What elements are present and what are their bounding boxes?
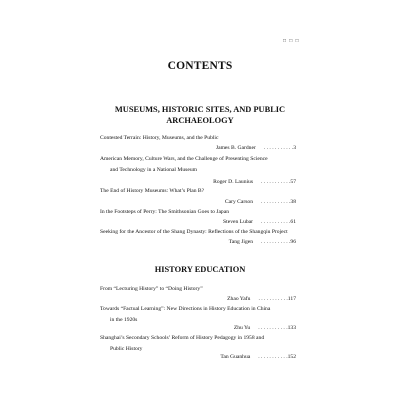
toc-entry-title-line: Shanghai’s Secondary Schools’ Reform of History Pedagogy in 1958 and [100,335,265,341]
toc-entry-page: . . . . . . . . . . .57 [261,179,296,185]
toc-entry-page: . . . . . . . . . . .96 [261,239,296,245]
toc-entry-page: . . . . . . . . . . .117 [258,296,296,302]
section-heading [0,264,400,275]
section-heading-line: HISTORY EDUCATION [154,265,246,274]
running-header: □ □ □ [283,39,300,44]
toc-entry-author: Tang Jigen [228,239,254,245]
toc-entry-page: . . . . . . . . . . .133 [258,325,296,331]
toc-entry-title [100,333,305,354]
toc-entry-title [100,207,305,218]
toc-entry-author: Tan Guanhua [220,354,251,360]
toc-entry-author: Cary Carson [224,199,254,205]
toc-entry-page: . . . . . . . . . . .38 [261,199,296,205]
toc-entry-title-line: In the Footsteps of Perry: The Smithsonian Goes to Japan [100,209,230,215]
toc-entry-author: Steven Lubar [223,219,254,225]
section-heading-line: MUSEUMS, HISTORIC SITES, AND PUBLIC [114,105,286,114]
toc-entry-title [100,186,305,197]
toc-entry-title [100,154,305,175]
toc-entry-meta [100,295,296,304]
toc-entry-title-line: From “Lecturing History” to “Doing History” [100,286,203,292]
toc-entry-title [100,304,305,325]
toc-entry-title-line: The End of History Museums: What’s Plan B? [100,188,205,194]
toc-entry-author: Zhu Yu [233,325,251,331]
toc-entry-meta [100,144,296,153]
toc-entry-title [100,133,305,144]
toc-entry-title-line: Towards “Factual Learning”: New Directions in History Education in China [100,306,271,312]
toc-entry-page: . . . . . . . . . . .152 [258,354,296,360]
page-title: CONTENTS [167,60,233,72]
toc-entry-author: Zhao Yafu [227,296,251,302]
toc-entry-title-line: Seeking for the Ancestor of the Shang Dynasty: Reflections of the Shangqiu Project [100,229,288,235]
toc-entry-author: Roger D. Launius [213,179,254,185]
section-heading-line: ARCHAEOLOGY [166,116,234,125]
toc-entry-title-line: Contested Terrain: History, Museums, and the Public [100,135,219,141]
toc-entry-title-line: in the 1920s [110,316,138,323]
toc-entry-meta [100,324,296,333]
section-heading [0,104,400,126]
toc-entry-page: . . . . . . . . . . .3 [263,145,296,151]
toc-entry-title-line: American Memory, Culture Wars, and the Challenge of Presenting Science [100,156,268,162]
toc-entry-meta [100,218,296,227]
toc-entry-title [100,227,305,238]
toc-entry-title [100,284,305,295]
toc-entry-meta [100,238,296,247]
toc-entry-title-line: and Technology in a National Museum [110,166,197,173]
toc-entry-meta [100,353,296,362]
toc-entry-page: . . . . . . . . . . .61 [261,219,296,225]
toc-entry-meta [100,198,296,207]
toc-entry-title-line: Public History [110,345,143,352]
toc-entry-author: James B. Gardner [215,145,256,151]
